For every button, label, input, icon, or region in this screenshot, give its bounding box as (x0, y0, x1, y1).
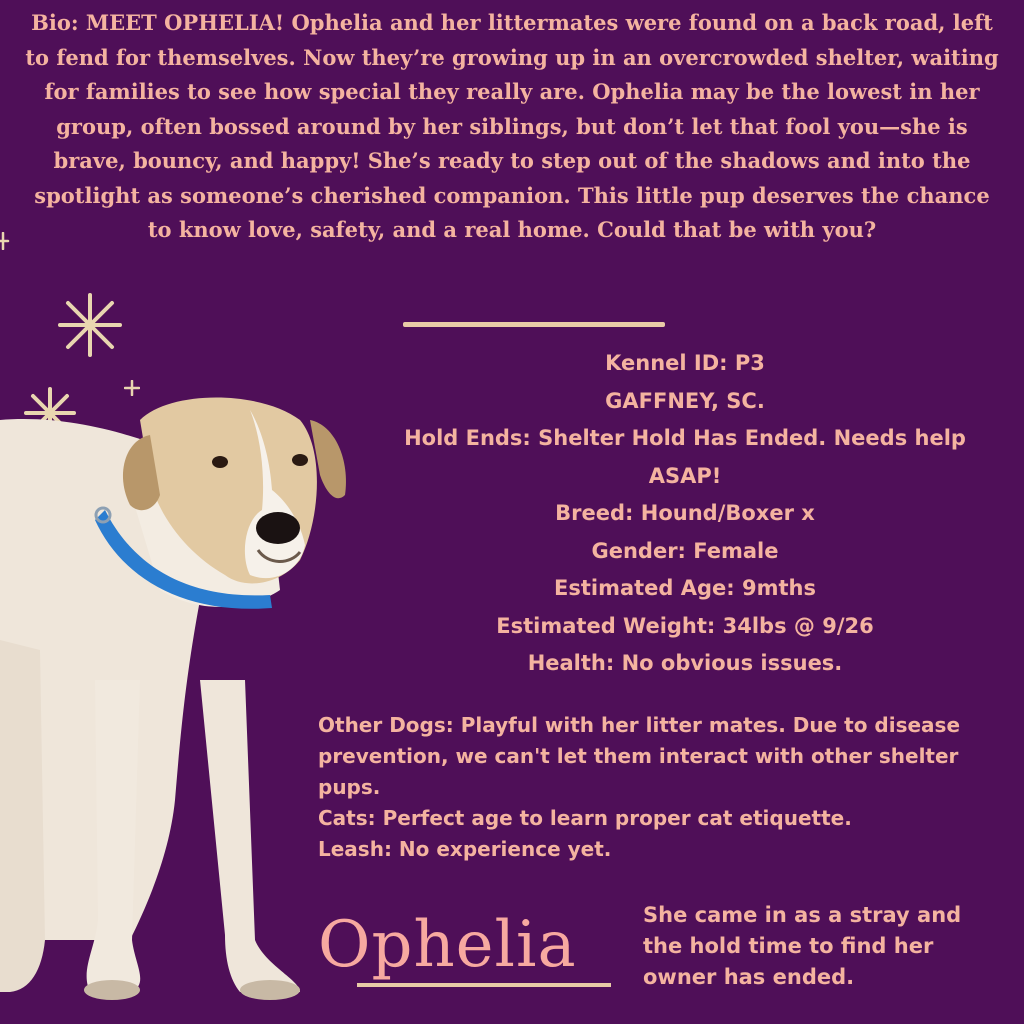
pet-name: Ophelia (318, 908, 577, 982)
cats: Cats: Perfect age to learn proper cat etiquette. (318, 806, 852, 830)
breed: Breed: Hound/Boxer x (555, 501, 815, 525)
other-info-block (318, 710, 978, 865)
info-block (385, 345, 985, 683)
gender: Gender: Female (591, 538, 779, 563)
leash: Leash: No experience yet. (318, 837, 612, 861)
estimated-weight: Estimated Weight: 34lbs @ 9/26 (496, 613, 874, 638)
estimated-age: Estimated Age: 9mths (554, 576, 816, 600)
location: GAFFNEY, SC. (605, 388, 765, 413)
divider-line (403, 322, 665, 327)
hold-ends: Hold Ends: Shelter Hold Has Ended. Needs help ASAP! (404, 426, 966, 488)
dog-photo (0, 380, 380, 1020)
kennel-id: Kennel ID: P3 (605, 351, 765, 375)
bio-text: Bio: MEET OPHELIA! Ophelia and her littermates were found on a back road, left to fend for themselves. Now they’re growing up in an overcrowded shelter, waiting for families to see how special they really are. Ophelia may be the lowest in her group, often bossed around by her siblings, but don’t let that fool you—she is brave, bouncy, and happy! She’s ready to step out of the shadows and into the spotlight as someone’s cherished companion. This little pup deserves the chance to know love, safety, and a real home. Could that be with you? (25, 10, 999, 242)
other-dogs: Other Dogs: Playful with her litter mates. Due to disease prevention, we can't let them interact with other shelter pups. (318, 713, 961, 799)
sparkle-icon (0, 232, 10, 250)
name-underline (357, 983, 611, 987)
health: Health: No obvious issues. (527, 651, 843, 675)
stray-note: She came in as a stray and the hold time to find her owner has ended. (643, 903, 962, 989)
sparkle-icon (55, 290, 125, 360)
